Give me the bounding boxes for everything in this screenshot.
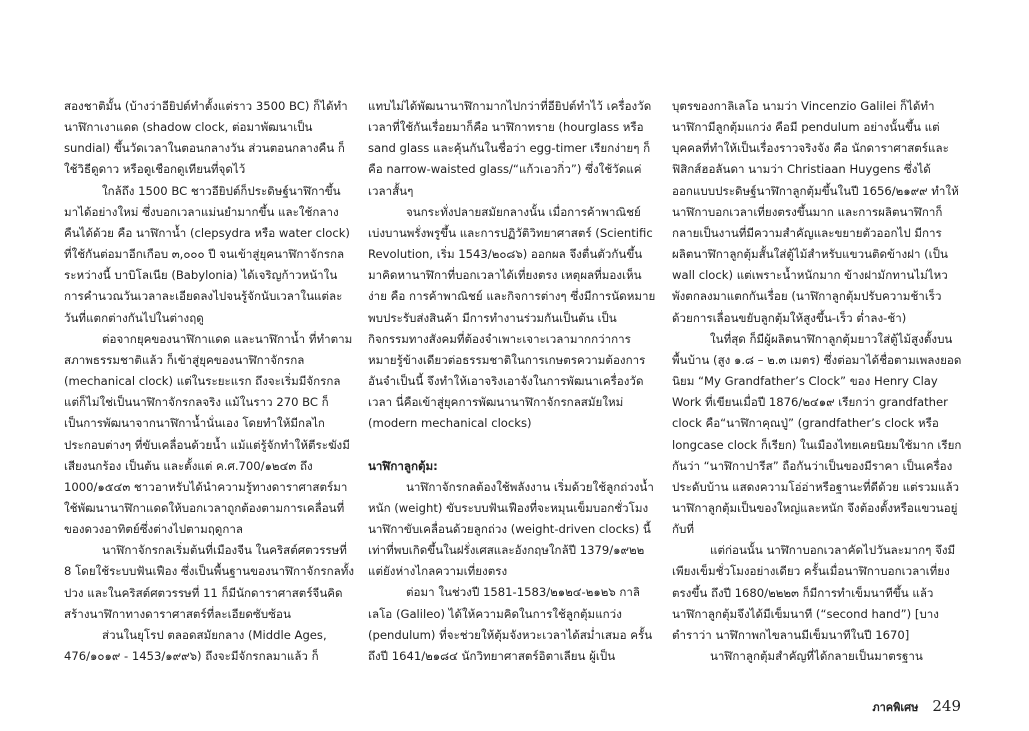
column-3 — [672, 96, 962, 667]
paragraph: ต่อมา ในช่วงปี 1581-1583/๒๑๒๔-๒๑๒๖ กาลิเลโอ (Galileo) ได้ให้ความคิดในการใช้ลูกตุ้มแกว่ง (pendulum) ที่จะช่วยให้ตุ้มจังหวะเวลาได้สม่ำเสมอ ครั้นถึงปี 1641/๒๑๘๔ นักวิทยาศาสตร์อิตาเลียน ผู้เป็น — [368, 585, 653, 663]
page-number: 249 — [932, 697, 961, 715]
section-heading: นาฬิกาลูกตุ้ม: — [368, 458, 438, 473]
paragraph: ใกล้ถึง 1500 BC ชาวอียิปต์ก็ประดิษฐ์นาฬิกาขึ้นมาได้อย่างใหม่ ซึ่งบอกเวลาแม่นยำมากขึ้น และใช้กลางคืนได้ด้วย คือ นาฬิกาน้ำ (clepsydra หรือ water clock) ที่ใช้กันต่อมาอีกเกือบ ๓,๐๐๐ ปี จนเข้าสู่ยุคนาฬิกาจักรกล ระหว่างนี้ บาบิโลเนีย (Babylonia) ได้เจริญก้าวหน้าในการคำนวณวันเวลาละเอียดลงไปจนรู้จักนับเวลาในแต่ละวันที่แตกต่างกันไปในต่างฤดู — [64, 183, 350, 325]
paragraph: แทบไม่ได้พัฒนานาฬิกามากไปกว่าที่อียิปต์ทำไว้ เครื่องวัดเวลาที่ใช้กันเรื่อยมาก็คือ นาฬิกาทราย (hourglass หรือ sand glass และคุ้นกันในชื่อว่า egg-timer เรียกง่ายๆ ก็คือ narrow-waisted glass/“แก้วเอวกิ่ว”) ซึ่งใช้วัดแค่เวลาสั้นๆ — [368, 99, 652, 198]
column-1 — [64, 96, 354, 667]
paragraph: ในที่สุด ก็มีผู้ผลิตนาฬิกาลูกตุ้มยาวใส่ตู้ไม้สูงตั้งบนพื้นบ้าน (สูง ๑.๘ – ๒.๓ เมตร) ซึ่งต่อมาได้ชื่อตามเพลงยอดนิยม “My Grandfather’s Clock” ของ Henry Clay Work ที่เขียนเมื่อปี 1876/๒๔๑๙ เรียกว่า grandfather clock คือ“นาฬิกาคุณปู่” (grandfather’s clock หรือ longcase clock ก็เรียก) ในเมืองไทยเคยนิยมใช้มาก เรียกกันว่า “นาฬิกาปารีส” ถือกันว่าเป็นของมีราคา เป็นเครื่องประดับบ้าน แสดงความโอ่อ่าหรือฐานะที่ดีด้วย แต่รวมแล้ว นาฬิกาลูกตุ้มเป็นของใหญ่และหนัก จึงต้องตั้งหรือแขวนอยู่กับที่ — [672, 331, 962, 537]
paragraph: นาฬิกาจักรกลเริ่มต้นที่เมืองจีน ในคริสต์ศตวรรษที่ 8 โดยใช้ระบบฟันเฟือง ซึ่งเป็นพื้นฐานของนาฬิกาจักรกลทั้งปวง และในคริสต์ศตวรรษที่ 11 ก็มีนักดาราศาสตร์จีนคิดสร้างนาฬิกาทางดาราศาสตร์ที่ละเอียดซับซ้อน — [64, 543, 355, 621]
paragraph: สองชาติมั้น (บ้างว่าอียิปต์ทำตั้งแต่ราว 3500 BC) ก็ได้ทำนาฬิกาเงาแดด (shadow clock, ต่อมาพัฒนาเป็น sundial) ขึ้นวัดเวลาในตอนกลางวัน ส่วนตอนกลางคืน ก็ใช้วิธีดูดาว หรือดูเชือกดูเทียนที่จุดไว้ — [64, 99, 348, 177]
paragraph: จนกระทั่งปลายสมัยกลางนั้น เมื่อการค้าพาณิชย์เบ่งบานพรั่งพรูขึ้น และการปฏิวัติวิทยาศาสตร์ (Scientific Revolution, เริ่ม 1543/๒๐๘๖) ออกผล จึงตื่นตัวกันขึ้นมาคิดหานาฬิกาที่บอกเวลาได้เที่ยงตรง เหตุผลที่มองเห็นง่าย คือ การค้าพาณิชย์ และกิจการต่างๆ ซึ่งมีการนัดหมายพบประรับส่งสินค้า มีการทำงานร่วมกันเป็นต้น เป็นกิจกรรมทางสังคมที่ต้องจำเพาะเจาะเวลามากกว่าการหมายรู้ข้างเดียวต่อธรรมชาติในการเกษตรความต้องการอันจำเป็นนี้ จึงทำให้เอาจริงเอาจังในการพัฒนาเครื่องวัดเวลา นี่คือเข้าสู่ยุคการพัฒนานาฬิกาจักรกลสมัยใหม่ (modern mechanical clocks) — [368, 204, 656, 431]
section-label: ภาคพิเศษ — [872, 701, 919, 714]
paragraph: นาฬิกาจักรกลต้องใช้พลังงาน เริ่มด้วยใช้ลูกถ่วงน้ำหนัก (weight) ขับระบบฟันเฟืองที่จะหมุนเข็มบอกชั่วโมง นาฬิกาขับเคลื่อนด้วยลูกถ่วง (weight-driven clocks) นี้ เท่าที่พบเกิดขึ้นในฝรั่งเศสและอังกฤษใกล้ปี 1379/๑๙๒๒ แต่ยังห่างไกลความเที่ยงตรง — [368, 479, 654, 579]
paragraph: บุตรของกาลิเลโอ นามว่า Vincenzio Galilei ก็ได้ทำนาฬิกามีลูกตุ้มแกว่ง คือมี pendulum อย่างนั้นขึ้น แต่บุคคลที่ทำให้เป็นเรื่องราวจริงจัง คือ นักดาราศาสตร์และฟิสิกส์ฮอลันดา นามว่า Christiaan Huygens ซึ่งได้ออกแบบประดิษฐ์นาฬิกาลูกตุ้มขึ้นในปี 1656/๒๑๙๙ ทำให้นาฬิกาบอกเวลาเที่ยงตรงขึ้นมาก และการผลิตนาฬิกาก็กลายเป็นงานที่มีความสำคัญและขยายตัวออกไป มีการผลิตนาฬิกาลูกตุ้มสั้นใส่ตู้ไม้สำหรับแขวนติดข้างฝา (เป็น wall clock) แต่เพราะน้ำหนักมาก ข้างฝามักทานไม่ไหว พังตกลงมาแตกกันเรื่อย (นาฬิกาลูกตุ้มปรับความช้าเร็วด้วยการเลื่อนขยับลูกตุ้มให้สูงขึ้น-เร็ว ต่ำลง-ช้า) — [672, 99, 959, 325]
paragraph: นาฬิกาลูกตุ้มสำคัญที่ได้กลายเป็นมาตรฐาน — [710, 649, 923, 664]
paragraph: แต่ก่อนนั้น นาฬิกาบอกเวลาคัดไปวันละมากๆ จึงมีเพียงเข็มชั่วโมงอย่างเดียว ครั้นเมื่อนาฬิกาบอกเวลาเที่ยงตรงขึ้น ถึงปี 1680/๒๒๒๓ ก็มีการทำเข็มนาทีขึ้น แล้วนาฬิกาลูกตุ้มจึงได้มีเข็มนาที (“second hand”) [บางตำราว่า นาฬิกาพกไขลานมีเข็มนาทีในปี 1670] — [672, 543, 956, 642]
paragraph: ส่วนในยุโรป ตลอดสมัยกลาง (Middle Ages, 476/๑๐๑๙ - 1453/๑๙๙๖) ถึงจะมีจักรกลมาแล้ว ก็ — [64, 627, 327, 664]
page-footer — [872, 697, 961, 716]
paragraph: ต่อจากยุคของนาฬิกาแดด และนาฬิกาน้ำ ที่ทำตามสภาพธรรมชาติแล้ว ก็เข้าสู่ยุคของนาฬิกาจักรกล (mechanical clock) แต่ในระยะแรก ถึงจะเริ่มมีจักรกลแต่ก็ไม่ใช่เป็นนาฬิกาจักรกลจริง แม้ในราว 270 BC ก็เป็นการพัฒนาจากนาฬิกาน้ำนั่นเอง โดยทำให้มีกลไกประกอบต่างๆ ที่ขับเคลื่อนด้วยน้ำ แม้แต่รู้จักทำให้ตีระฆังมีเสียงนกร้อง เป็นต้น และตั้งแต่ ค.ศ.700/๑๒๔๓ ถึง 1000/๑๕๔๓ ชาวอาหรับได้นำความรู้ทางดาราศาสตร์มาใช้พัฒนานาฬิกาแดดให้บอกเวลาถูกต้องตามการเคลื่อนที่ของดวงอาทิตย์ซึ่งต่างไปตามฤดูกาล — [64, 331, 353, 537]
column-2 — [368, 96, 656, 667]
